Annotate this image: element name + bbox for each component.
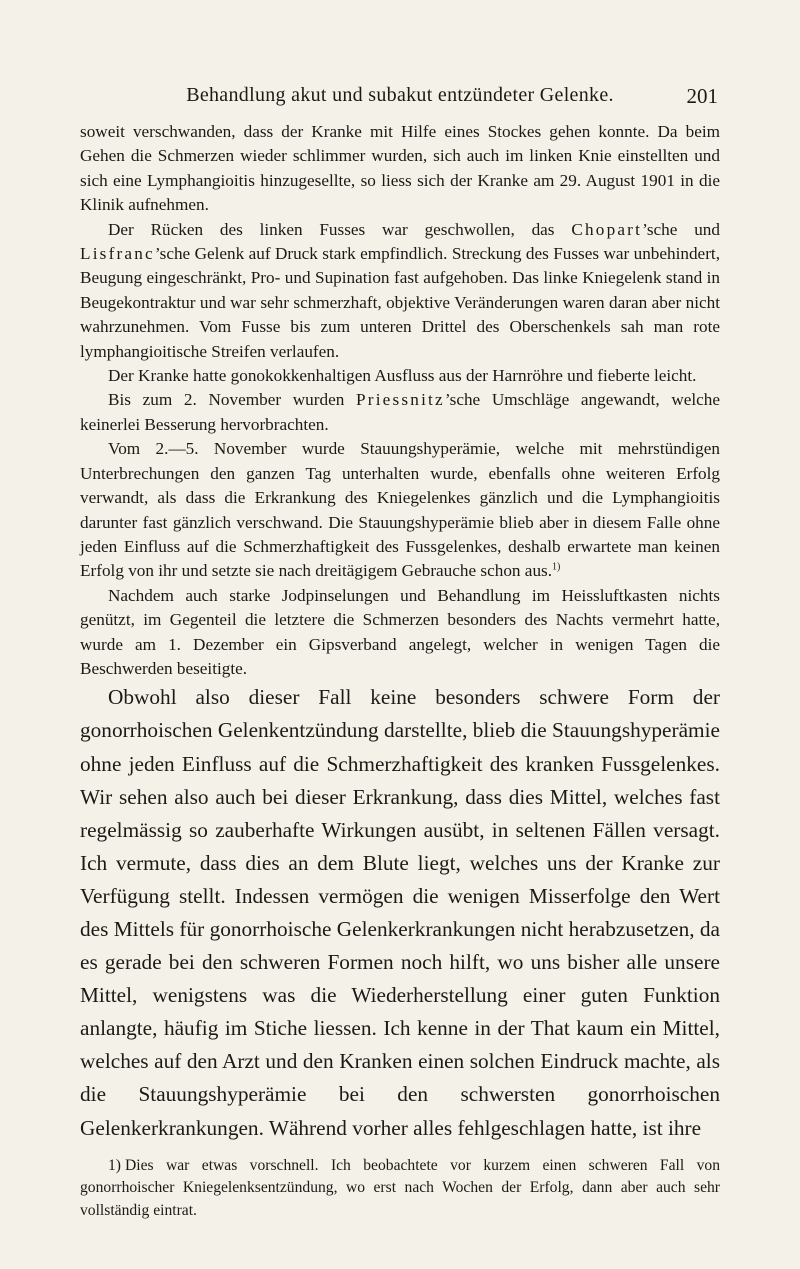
paragraph-7: Obwohl also dieser Fall keine besonders schwere Form der gonorrhoischen Gelenkentzündung darstellte, blieb die Stauungshyperämie ohne jeden Einfluss auf die Schmerzhaftigkeit des kranken Fussgelenkes. Wir sehen also auch bei dieser Erkrankung, dass dies Mittel, welches fast regelmässig so zauberhafte Wirkungen ausübt, in seltenen Fällen versagt. Ich vermute, dass dies an dem Blute liegt, welches uns der Kranke zur Verfügung stellt. Indessen vermögen die wenigen Misserfolge den Wert des Mittels für gonorrhoische Gelenkerkrankungen nicht herabzusetzen, da es gerade bei den schweren Formen noch hilft, wo uns bisher alle unsere Mittel, wenigstens was die Wiederherstellung einer guten Funktion anlangte, häufig im Stiche liessen. Ich kenne in der That kaum ein Mittel, welches auf den Arzt und den Kranken einen solchen Eindruck machte, als die Stauungshyperämie bei den schwersten gonorrhoischen Gelenkerkrankungen. Während vorher alles fehlgeschlagen hatte, ist ihre bbox=[80, 685, 720, 1140]
paragraph-2-text-b: ’sche und bbox=[642, 219, 720, 239]
paragraph-5 bbox=[80, 437, 720, 583]
paragraph-4-text-b: ’sche Umschläge angewandt, welche keinerlei Besserung hervorbrachten. bbox=[80, 390, 721, 434]
paragraph-5-text: Vom 2.—5. November wurde Stauungshyperämie, welche mit mehrstündigen Unterbrechungen den ganzen Tag unterhalten wurde, ebenfalls ohne weiteren Erfolg verwandt, als dass die Erkrankung des Kniegelenkes gänzlich und die Lymphangioitis darunter fast gänzlich verschwand. Die Stauungshyperämie blieb aber in diesem Falle ohne jeden Einfluss auf die Schmerzhaftigkeit des Fussgelenkes, deshalb erwartete man keinen Erfolg von ihr und setzte sie nach dreitägigem Gebrauche schon aus. bbox=[80, 439, 720, 581]
paragraph-6: Nachdem auch starke Jodpinselungen und Behandlung im Heissluftkasten nichts genützt, im Gegenteil die letztere die Schmerzen besonders des Nachts vermehrt hatte, wurde am 1. Dezember ein Gipsverband angelegt, welcher in wenigen Tagen die Beschwerden beseitigte. bbox=[80, 585, 720, 678]
name-priessnitz: Priessnitz bbox=[356, 390, 445, 410]
footnote-text: Dies war etwas vorschnell. Ich beobachtete vor kurzem einen schweren Fall von gonorrhoischer Kniegelenksentzündung, wo erst nach Wochen der Erfolg, dann aber auch sehr vollständig eintrat. bbox=[80, 1156, 720, 1219]
page-body bbox=[80, 120, 720, 1222]
paragraph-2-text-a: Der Rücken des linken Fusses war geschwollen, das bbox=[108, 219, 572, 239]
paragraph-2 bbox=[80, 218, 720, 364]
running-title: Behandlung akut und subakut entzündeter Gelenke. bbox=[186, 84, 614, 106]
paragraph-4-text-a: Bis zum 2. November wurden bbox=[108, 390, 357, 410]
page-header bbox=[80, 84, 720, 112]
name-lisfranc: Lisfranc bbox=[80, 244, 155, 264]
paragraph-2-text-c: ’sche Gelenk auf Druck stark empfindlich. Streckung des Fusses war unbehindert, Beugung eingeschränkt, Pro- und Supination fast aufgehoben. Das linke Kniegelenk stand in Beugekontraktur und war sehr schmerzhaft, objektive Veränderungen waren daran aber nicht wahrzunehmen. Vom Fusse bis zum unteren Drittel des Oberschenkels sah man rote lymphangioitische Streifen verlaufen. bbox=[80, 244, 720, 361]
paragraph-3: Der Kranke hatte gonokokkenhaltigen Ausfluss aus der Harnröhre und fieberte leicht. bbox=[108, 366, 697, 386]
footnote bbox=[80, 1155, 720, 1223]
paragraph-4 bbox=[80, 388, 720, 437]
footnote-reference[interactable]: 1) bbox=[552, 561, 561, 573]
paragraph-1: soweit verschwanden, dass der Kranke mit Hilfe eines Stockes gehen konnte. Da beim Gehen die Schmerzen wieder schlimmer wurden, sich auch im linken Knie einstellten und sich eine Lymphangioitis hinzugesellte, so liess sich der Kranke am 29. August 1901 in die Klinik aufnehmen. bbox=[80, 122, 720, 215]
name-chopart: Chopart bbox=[571, 219, 643, 239]
footnote-mark: 1) bbox=[108, 1156, 121, 1174]
page-number: 201 bbox=[686, 84, 718, 108]
